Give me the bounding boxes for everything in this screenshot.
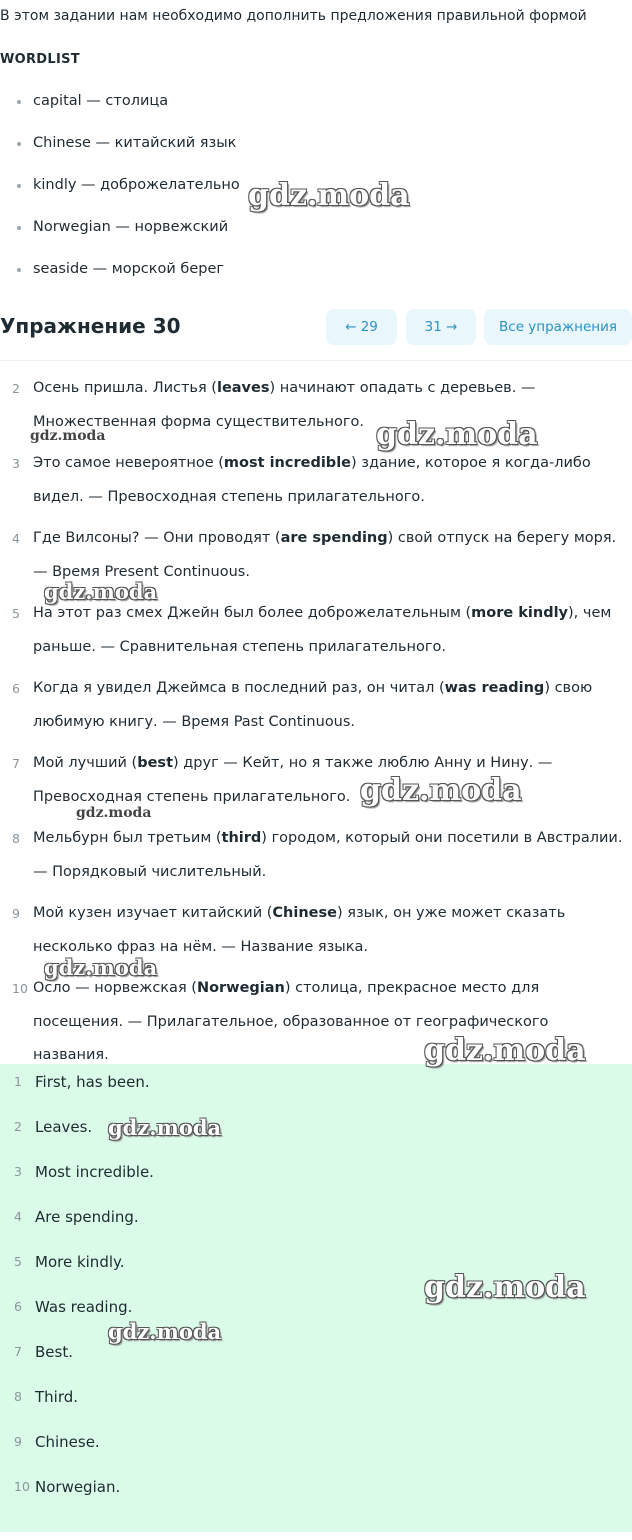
sentence-item: 10 Осло — норвежская (Norwegian) столица, прекрасное место для посещения. — Прилагательное, образованное от географического названия. (12, 980, 549, 1063)
bullet-icon (17, 226, 21, 230)
watermark: gdz.moda (376, 417, 538, 452)
watermark: gdz.moda (30, 428, 106, 444)
sentence-item: 2 Осень пришла. Листья (leaves) начинают опадать с деревьев. — Множественная форма существительного. (12, 380, 536, 430)
watermark: gdz.moda (424, 1270, 586, 1305)
all-exercises-button[interactable]: Все упражнения (484, 309, 632, 345)
watermark: gdz.moda (248, 178, 410, 213)
bullet-icon (17, 142, 21, 146)
wordlist (0, 90, 240, 300)
wordlist-item: Norwegian — норвежский (0, 216, 240, 258)
bullet-icon (17, 268, 21, 272)
answer-item: 6 Was reading. (14, 1298, 133, 1316)
watermark: gdz.moda (108, 1115, 222, 1140)
sentence-item: 4 Где Вилсоны? — Они проводят (are spending) свой отпуск на берегу моря. — Время Present Continuous. (12, 530, 617, 580)
sentence-item: 7 Мой лучший (best) друг — Кейт, но я также люблю Анну и Нину. — Превосходная степень прилагательного. (12, 755, 553, 805)
sentence-item: 9 Мой кузен изучает китайский (Chinese) язык, он уже может сказать несколько фраз на нём. — Название языка. (12, 905, 566, 955)
answer-item: 5 More kindly. (14, 1253, 125, 1271)
answer-list (0, 1070, 632, 1520)
wordlist-item: capital — столица (0, 90, 240, 132)
bullet-icon (17, 184, 21, 188)
answer-item: 8 Third. (14, 1388, 79, 1406)
prev-exercise-button[interactable]: ← 29 (326, 309, 397, 345)
sentence-list (0, 372, 632, 1081)
intro-text: В этом задании нам необходимо дополнить предложения правильной формой (0, 8, 587, 24)
answer-item: 4 Are spending. (14, 1208, 139, 1226)
answer-item: 3 Most incredible. (14, 1163, 154, 1181)
divider (0, 360, 632, 361)
wordlist-item: Chinese — китайский язык (0, 132, 240, 174)
watermark: gdz.moda (44, 579, 158, 604)
bullet-icon (17, 100, 21, 104)
sentence-item: 5 На этот раз смех Джейн был более доброжелательным (more kindly), чем раньше. — Сравнительная степень прилагательного. (12, 605, 612, 655)
watermark: gdz.moda (360, 773, 522, 808)
next-exercise-button[interactable]: 31 → (406, 309, 476, 345)
answer-item: 7 Best. (14, 1343, 73, 1361)
wordlist-item: seaside — морской берег (0, 258, 240, 300)
answer-item: 10 Norwegian. (14, 1478, 121, 1496)
sentence-item: 8 Мельбурн был третьим (third) городом, который они посетили в Австралии. — Порядковый числительный. (12, 830, 623, 880)
answer-item: 1 First, has been. (14, 1073, 150, 1091)
watermark: gdz.moda (76, 805, 152, 821)
answer-item: 2 Leaves. (14, 1118, 93, 1136)
watermark: gdz.moda (44, 955, 158, 980)
wordlist-heading: WORDLIST (0, 52, 80, 67)
sentence-item: 6 Когда я увидел Джеймса в последний раз, он читал (was reading) свою любимую книгу. — Время Past Continuous. (12, 680, 593, 730)
exercise-title: Упражнение 30 (0, 314, 181, 338)
sentence-item: 3 Это самое невероятное (most incredible) здание, которое я когда-либо видел. — Превосходная степень прилагательного. (12, 455, 591, 505)
watermark: gdz.moda (424, 1033, 586, 1068)
answers-panel (0, 1064, 632, 1532)
answer-item: 9 Chinese. (14, 1433, 100, 1451)
watermark: gdz.moda (108, 1319, 222, 1344)
wordlist-item: kindly — доброжелательно (0, 174, 240, 216)
